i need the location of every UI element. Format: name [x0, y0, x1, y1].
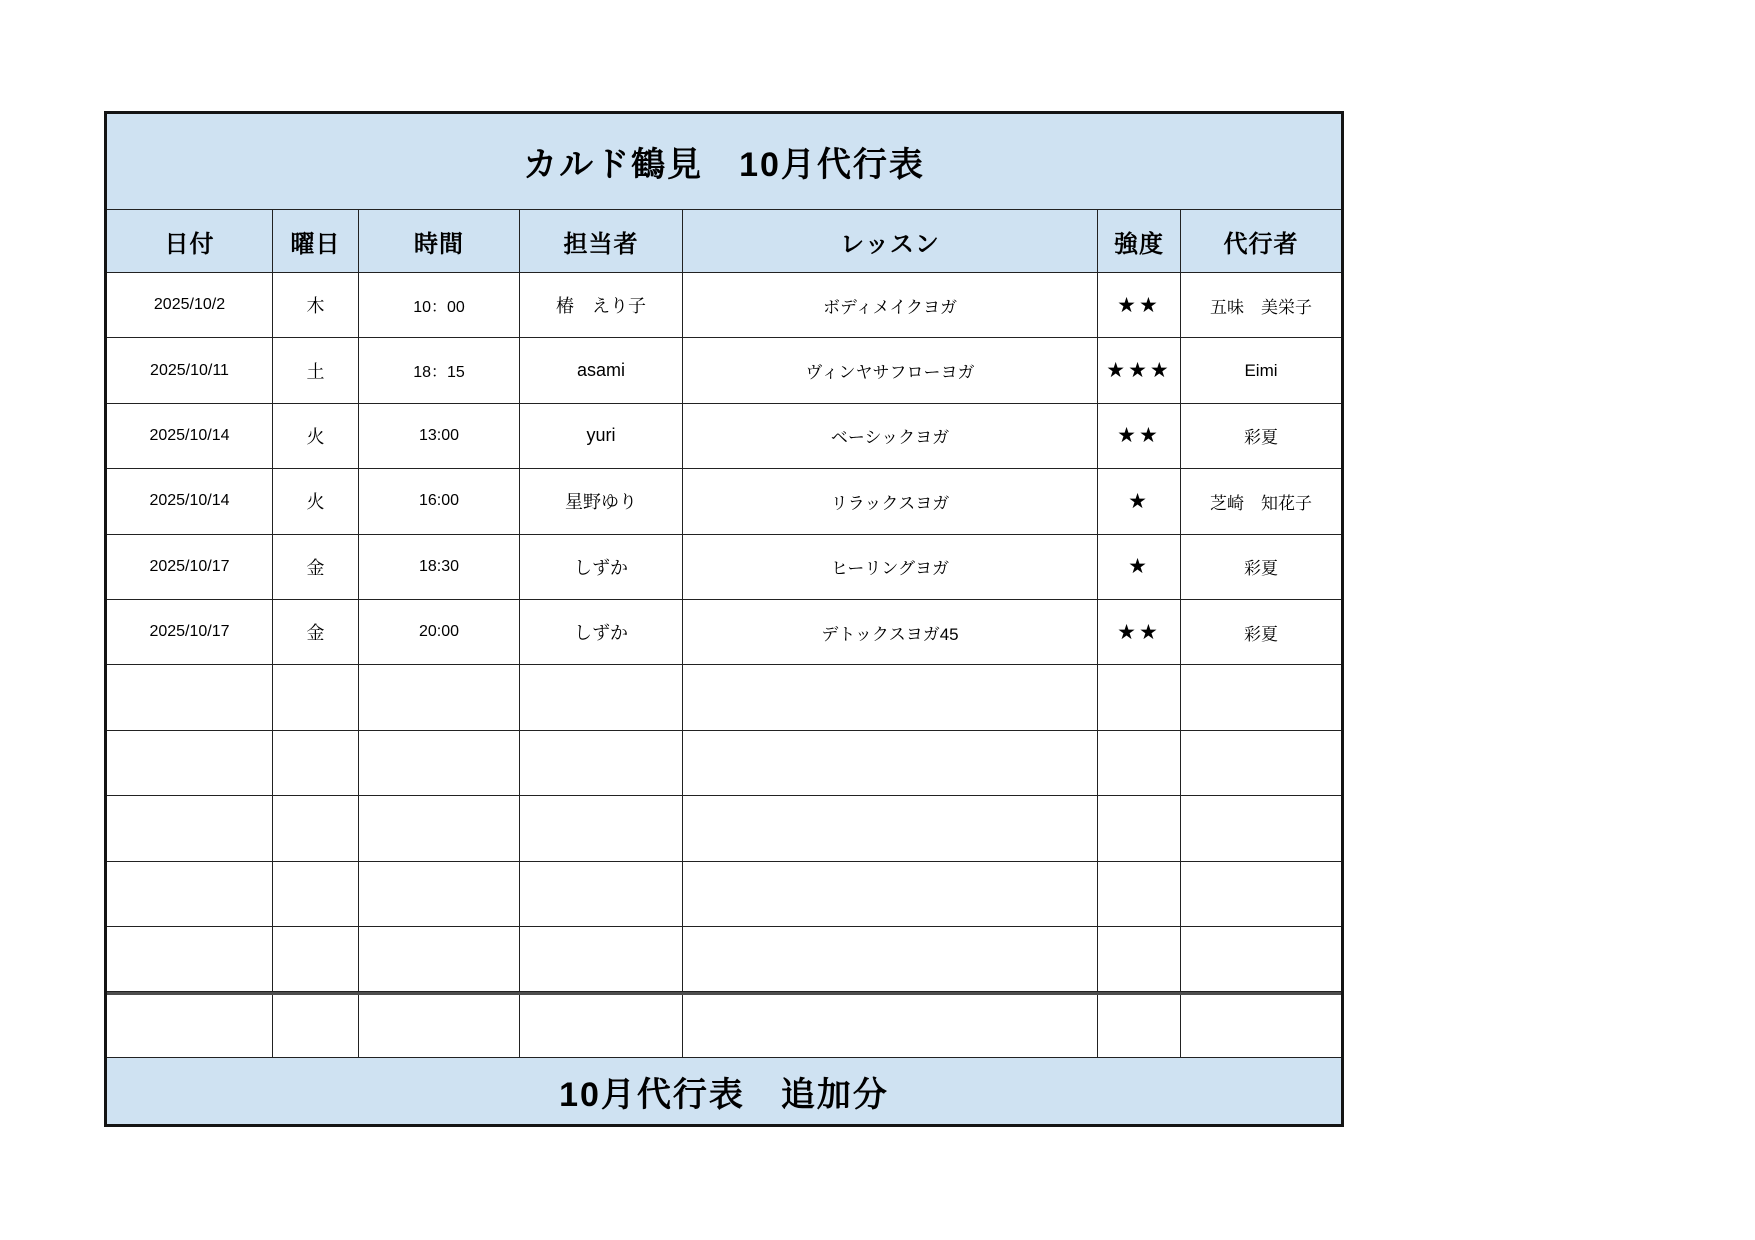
cell-lesson: ベーシックヨガ [683, 404, 1098, 468]
cell-lesson: ヴィンヤサフローヨガ [683, 338, 1098, 402]
header-row [107, 210, 1341, 273]
empty-table-row [107, 927, 1341, 992]
cell-time: 18：15 [359, 338, 520, 402]
empty-cell [683, 927, 1098, 991]
empty-cell [273, 731, 359, 795]
empty-table-row [107, 665, 1341, 730]
cell-time: 20:00 [359, 600, 520, 664]
intensity-stars: ★★ [1098, 600, 1181, 664]
cell-substitute: 彩夏 [1244, 559, 1278, 579]
cell-substitute: Eimi [1244, 360, 1278, 380]
cell-substitute: 彩夏 [1244, 624, 1278, 644]
empty-table-row [107, 796, 1341, 861]
empty-cell [1098, 862, 1181, 926]
empty-cell [107, 731, 273, 795]
empty-cell [107, 665, 273, 729]
empty-table-row [107, 862, 1341, 927]
table-footer-band [107, 1058, 1341, 1124]
empty-table-row-thick-top [107, 992, 1341, 1058]
empty-cell [107, 995, 273, 1057]
empty-cell [1098, 731, 1181, 795]
empty-cell [273, 796, 359, 860]
empty-cell [1098, 796, 1181, 860]
header-date: 日付 [107, 210, 273, 272]
cell-weekday: 金 [273, 600, 359, 664]
footer-title: 10月代行表 追加分 [559, 1075, 889, 1114]
empty-cell [683, 796, 1098, 860]
empty-cell [520, 796, 683, 860]
cell-time: 16:00 [359, 469, 520, 533]
cell-time: 13:00 [359, 404, 520, 468]
empty-cell [1181, 731, 1341, 795]
cell-weekday: 火 [273, 469, 359, 533]
empty-cell [359, 995, 520, 1057]
cell-weekday: 土 [273, 338, 359, 402]
empty-cell [683, 731, 1098, 795]
cell-date: 2025/10/11 [107, 338, 273, 402]
cell-date: 2025/10/2 [107, 273, 273, 337]
empty-cell [1098, 927, 1181, 991]
table-row [107, 338, 1341, 403]
empty-cell [273, 927, 359, 991]
page-title: カルド鶴見 10月代行表 [523, 146, 925, 184]
cell-lesson: デトックスヨガ45 [683, 600, 1098, 664]
header-intensity: 強度 [1098, 210, 1181, 272]
header-weekday: 曜日 [273, 210, 359, 272]
cell-lesson: ボディメイクヨガ [683, 273, 1098, 337]
empty-cell [359, 927, 520, 991]
cell-weekday: 金 [273, 535, 359, 599]
cell-instructor: yuri [520, 404, 683, 468]
empty-cell [1181, 927, 1341, 991]
header-substitute: 代行者 [1223, 230, 1299, 258]
empty-cell [273, 665, 359, 729]
empty-cell [107, 796, 273, 860]
empty-cell [273, 862, 359, 926]
table-row [107, 535, 1341, 600]
empty-cell [1098, 995, 1181, 1057]
intensity-stars: ★ [1098, 535, 1181, 599]
intensity-stars: ★★ [1098, 273, 1181, 337]
intensity-stars: ★★★ [1098, 338, 1181, 402]
table-row [107, 600, 1341, 665]
cell-substitute: 彩夏 [1244, 428, 1278, 448]
cell-time: 10：00 [359, 273, 520, 337]
empty-cell [107, 862, 273, 926]
cell-substitute: 芝崎 知花子 [1210, 493, 1312, 513]
cell-instructor: しずか [520, 535, 683, 599]
header-time: 時間 [359, 210, 520, 272]
empty-cell [683, 862, 1098, 926]
cell-substitute: 五味 美栄子 [1210, 297, 1312, 317]
cell-instructor: asami [520, 338, 683, 402]
empty-cell [1181, 862, 1341, 926]
empty-cell [273, 995, 359, 1057]
table-title-band [107, 114, 1341, 210]
intensity-stars: ★ [1098, 469, 1181, 533]
empty-cell [520, 665, 683, 729]
cell-date: 2025/10/14 [107, 404, 273, 468]
table-row [107, 469, 1341, 534]
empty-cell [1181, 665, 1341, 729]
cell-time: 18:30 [359, 535, 520, 599]
substitute-schedule-table [104, 111, 1344, 1127]
cell-lesson: リラックスヨガ [683, 469, 1098, 533]
empty-cell [359, 731, 520, 795]
empty-cell [359, 862, 520, 926]
empty-cell [683, 665, 1098, 729]
empty-cell [520, 927, 683, 991]
intensity-stars: ★★ [1098, 404, 1181, 468]
cell-instructor: 椿 えり子 [520, 273, 683, 337]
table-row [107, 273, 1341, 338]
cell-lesson: ヒーリングヨガ [683, 535, 1098, 599]
table-row [107, 404, 1341, 469]
empty-cell [1181, 995, 1341, 1057]
empty-cell [359, 796, 520, 860]
empty-cell [520, 862, 683, 926]
empty-cell [107, 927, 273, 991]
empty-cell [520, 995, 683, 1057]
empty-cell [1181, 796, 1341, 860]
cell-date: 2025/10/17 [107, 535, 273, 599]
cell-date: 2025/10/17 [107, 600, 273, 664]
header-lesson: レッスン [683, 210, 1098, 272]
empty-cell [520, 731, 683, 795]
cell-weekday: 火 [273, 404, 359, 468]
cell-weekday: 木 [273, 273, 359, 337]
cell-date: 2025/10/14 [107, 469, 273, 533]
empty-table-row [107, 731, 1341, 796]
empty-cell [683, 995, 1098, 1057]
empty-cell [359, 665, 520, 729]
cell-instructor: しずか [520, 600, 683, 664]
empty-cell [1098, 665, 1181, 729]
header-instructor: 担当者 [520, 210, 683, 272]
cell-instructor: 星野ゆり [520, 469, 683, 533]
